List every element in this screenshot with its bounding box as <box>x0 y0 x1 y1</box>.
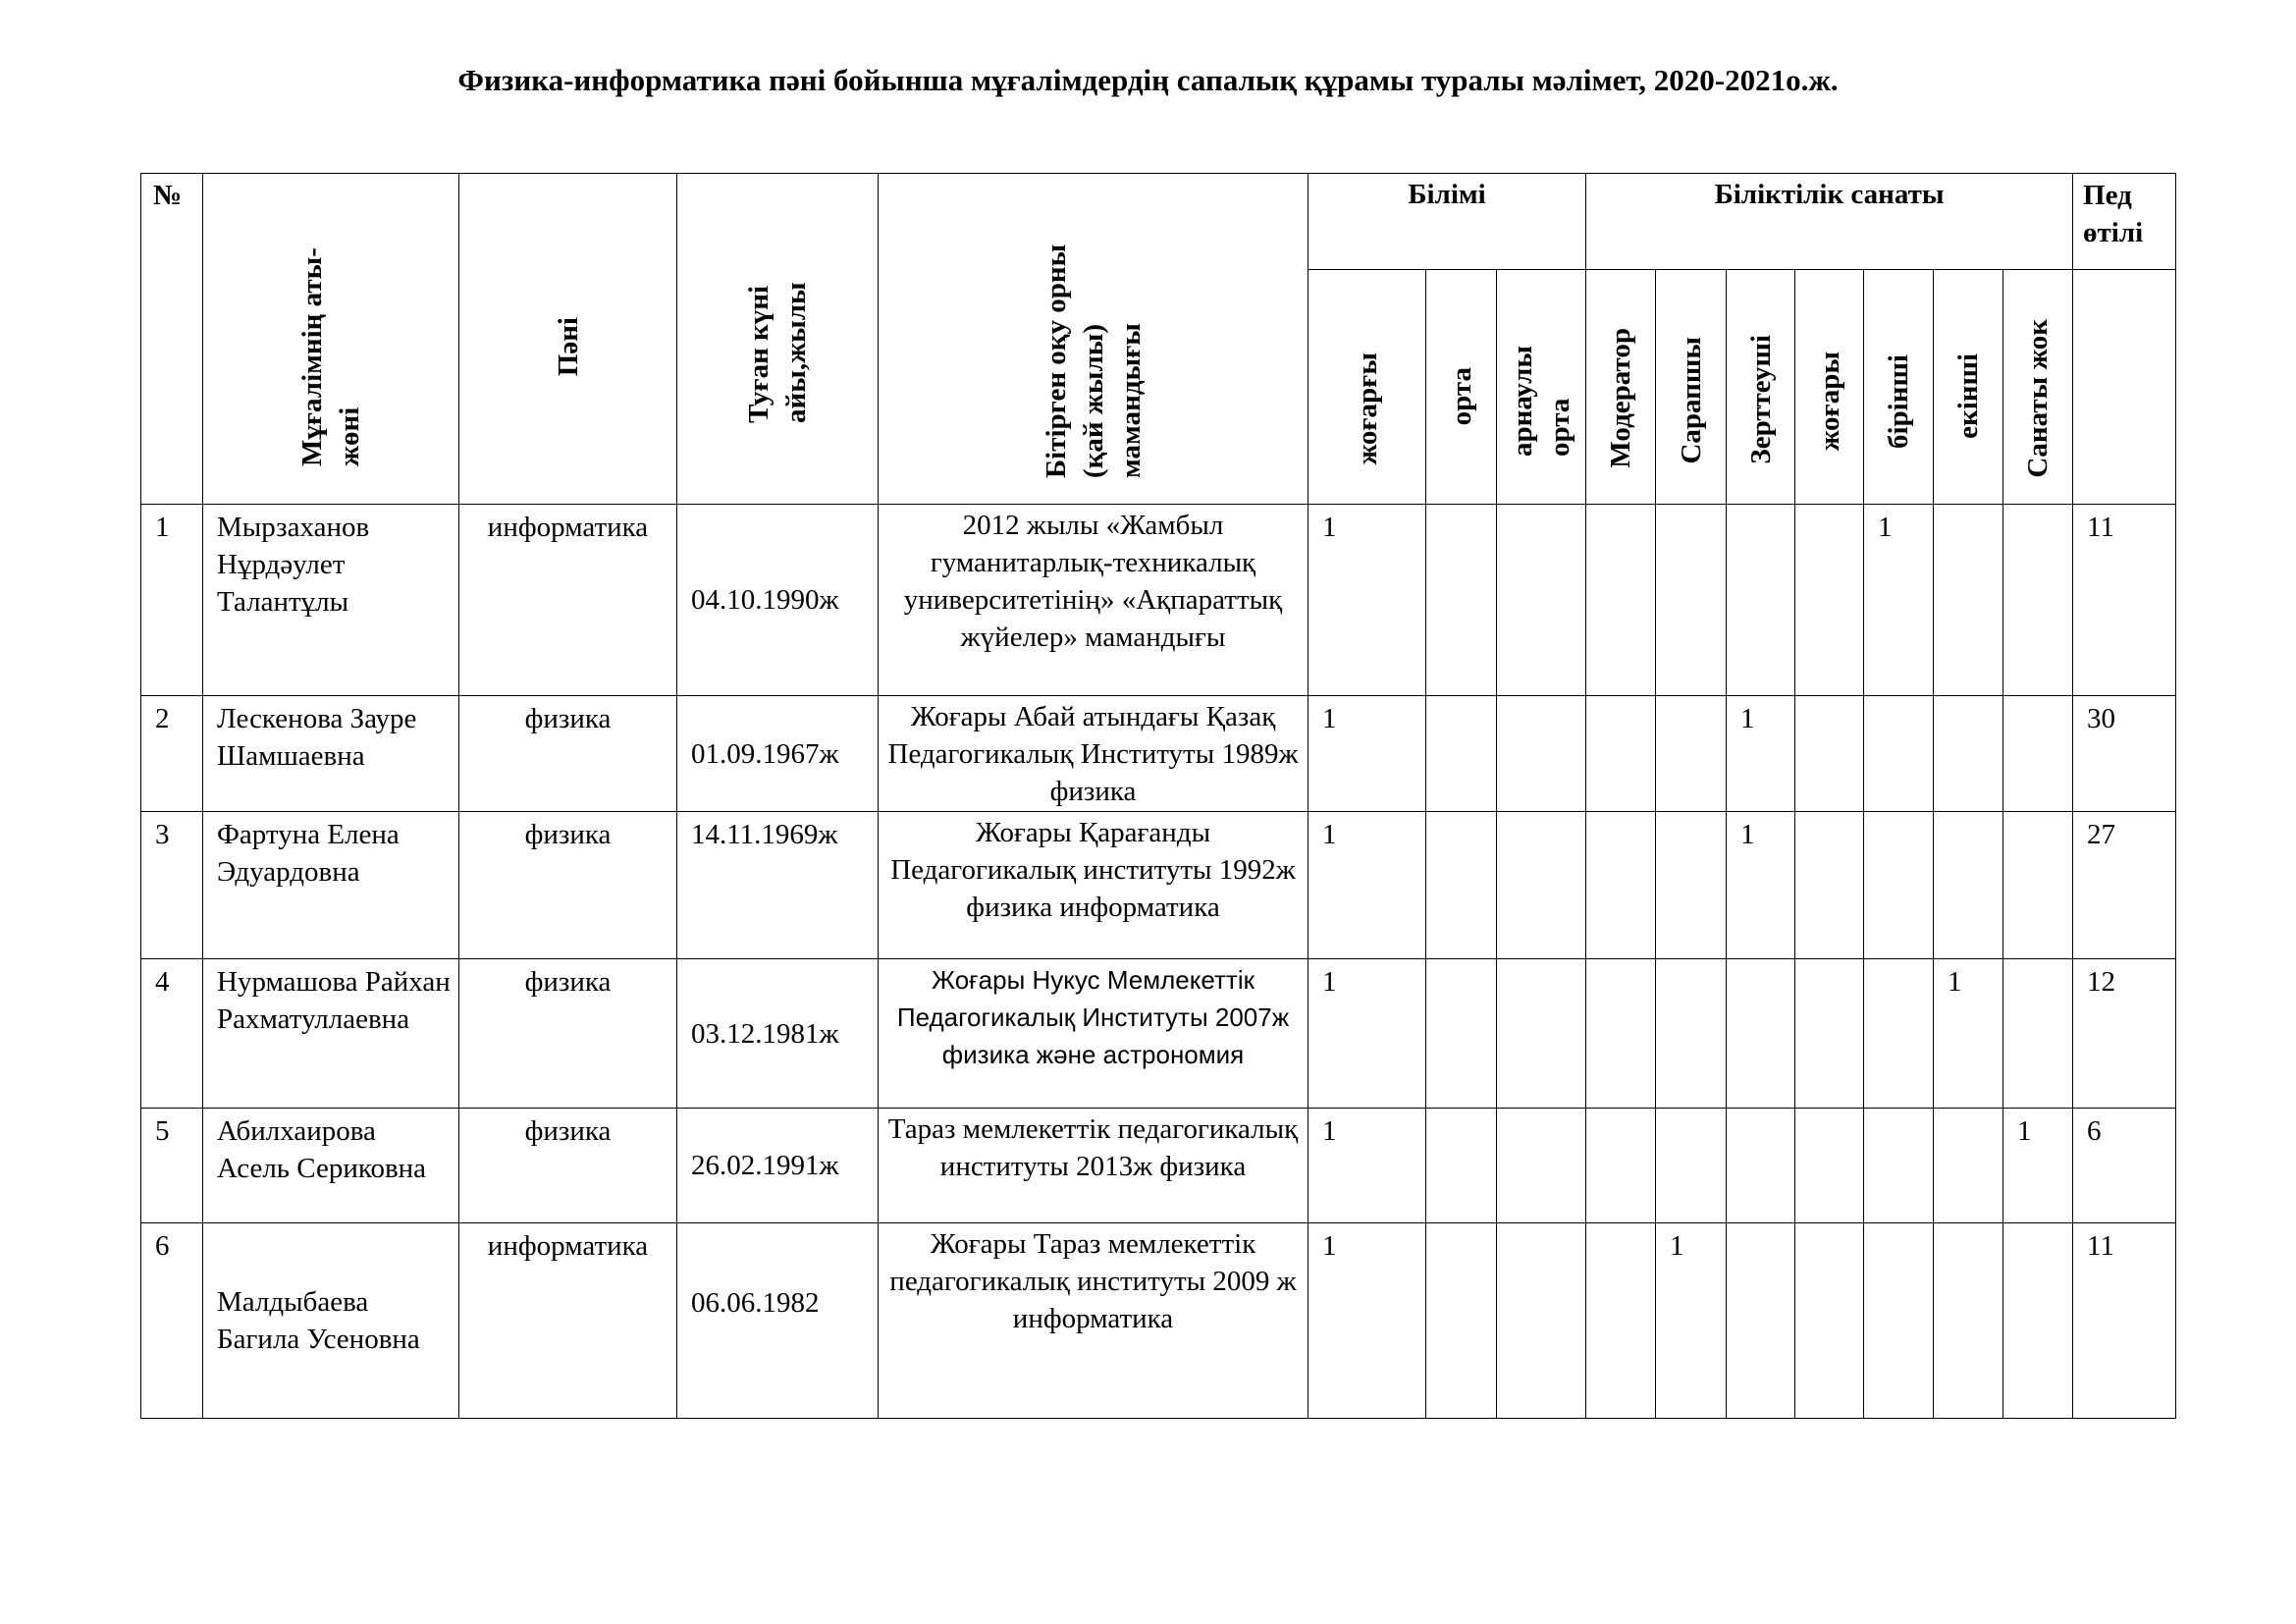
header-cat-moderator-label: Модератор <box>1605 328 1637 468</box>
row-name: Абилхаирова Асель Сериковна <box>203 1109 459 1223</box>
row-birth: 06.06.1982 <box>677 1223 879 1419</box>
row-cat-moderator <box>1586 696 1656 812</box>
row-cat-researcher: 1 <box>1727 696 1795 812</box>
row-cat-moderator <box>1586 1223 1656 1419</box>
header-cat-moderator <box>1586 270 1656 505</box>
row-edu-higher: 1 <box>1308 959 1426 1109</box>
row-cat-researcher <box>1727 1223 1795 1419</box>
row-education: Жоғары Абай атындағы Қазақ Педагогикалық Институты 1989ж физика <box>879 696 1308 812</box>
row-ped: 6 <box>2073 1109 2176 1223</box>
row-edu-higher: 1 <box>1308 505 1426 696</box>
row-edu-secondary <box>1426 812 1497 959</box>
teachers-table <box>140 173 2176 1419</box>
row-edu-secondary <box>1426 1223 1497 1419</box>
header-num: № <box>141 174 203 505</box>
row-edu-higher: 1 <box>1308 812 1426 959</box>
row-cat-none <box>2003 505 2073 696</box>
row-edu-special <box>1497 696 1586 812</box>
row-name: Мырзаханов Нұрдәулет Талантұлы <box>203 505 459 696</box>
header-education-place-label: Бітірген оқу орны (қай жылы) мамандығы <box>1040 244 1147 478</box>
row-cat-expert <box>1656 505 1727 696</box>
row-name: Лескенова Зауре Шамшаевна <box>203 696 459 812</box>
row-subject: физика <box>459 696 677 812</box>
row-birth: 26.02.1991ж <box>677 1109 879 1223</box>
row-num: 3 <box>141 812 203 959</box>
header-ped: Пед өтілі <box>2073 174 2176 270</box>
row-subject: физика <box>459 959 677 1109</box>
header-cat-expert <box>1656 270 1727 505</box>
row-name: Фартуна Елена Эдуардовна <box>203 812 459 959</box>
row-cat-highest <box>1795 505 1864 696</box>
header-cat-first-label: бірінші <box>1883 354 1915 449</box>
table-row <box>141 505 2176 696</box>
header-cat-second-label: екінші <box>1952 353 1985 439</box>
header-ped-empty <box>2073 270 2176 505</box>
row-ped: 30 <box>2073 696 2176 812</box>
row-cat-highest <box>1795 959 1864 1109</box>
row-cat-none <box>2003 1223 2073 1419</box>
row-birth: 01.09.1967ж <box>677 696 879 812</box>
row-birth: 03.12.1981ж <box>677 959 879 1109</box>
row-num: 2 <box>141 696 203 812</box>
row-cat-highest <box>1795 1223 1864 1419</box>
header-cat-second <box>1934 270 2003 505</box>
header-education-place <box>879 174 1308 505</box>
page-title: Физика-информатика пәні бойынша мұғалімдердің сапалық құрамы туралы мәлімет, 2020-2021о.ж. <box>457 63 1839 97</box>
row-edu-special <box>1497 505 1586 696</box>
header-edu-higher-label: жоғарғы <box>1351 352 1383 464</box>
row-name: Нурмашова Райхан Рахматуллаевна <box>203 959 459 1109</box>
header-birth-label: Туған күні айы,жылы <box>743 282 812 423</box>
row-edu-secondary <box>1426 959 1497 1109</box>
header-cat-none-label: Санаты жок <box>2022 319 2055 478</box>
row-cat-first <box>1864 1109 1934 1223</box>
row-education: Жоғары Тараз мемлекеттік педагогикалық институты 2009 ж информатика <box>879 1223 1308 1419</box>
row-ped: 11 <box>2073 505 2176 696</box>
row-birth: 04.10.1990ж <box>677 505 879 696</box>
row-cat-expert <box>1656 696 1727 812</box>
row-cat-moderator <box>1586 959 1656 1109</box>
row-education: Тараз мемлекеттік педагогикалық институты 2013ж физика <box>879 1109 1308 1223</box>
row-num: 5 <box>141 1109 203 1223</box>
row-cat-moderator <box>1586 1109 1656 1223</box>
row-education: Жоғары Нукус Мемлекеттік Педагогикалық Институты 2007ж физика және астрономия <box>879 959 1308 1109</box>
row-cat-moderator <box>1586 812 1656 959</box>
header-edu-special-label: арнаулы орта <box>1507 345 1576 457</box>
header-birth <box>677 174 879 505</box>
row-cat-none <box>2003 696 2073 812</box>
header-cat-researcher-label: Зерттеуші <box>1744 335 1777 464</box>
header-row-1 <box>141 174 2176 270</box>
row-name: Малдыбаева Багила Усеновна <box>203 1223 459 1419</box>
row-cat-researcher <box>1727 505 1795 696</box>
row-edu-secondary <box>1426 1109 1497 1223</box>
row-subject: физика <box>459 1109 677 1223</box>
row-edu-secondary <box>1426 505 1497 696</box>
table-row <box>141 696 2176 812</box>
row-cat-first <box>1864 812 1934 959</box>
row-birth: 14.11.1969ж <box>677 812 879 959</box>
row-cat-expert: 1 <box>1656 1223 1727 1419</box>
row-edu-higher: 1 <box>1308 1223 1426 1419</box>
header-edu-secondary-label: орта <box>1445 366 1477 425</box>
row-cat-researcher <box>1727 959 1795 1109</box>
row-cat-expert <box>1656 1109 1727 1223</box>
row-cat-highest <box>1795 696 1864 812</box>
row-edu-special <box>1497 959 1586 1109</box>
header-subject <box>459 174 677 505</box>
row-subject: информатика <box>459 1223 677 1419</box>
row-num: 1 <box>141 505 203 696</box>
row-num: 6 <box>141 1223 203 1419</box>
row-ped: 12 <box>2073 959 2176 1109</box>
row-cat-none: 1 <box>2003 1109 2073 1223</box>
row-num: 4 <box>141 959 203 1109</box>
row-cat-first <box>1864 959 1934 1109</box>
row-cat-researcher <box>1727 1109 1795 1223</box>
header-cat-first <box>1864 270 1934 505</box>
row-education: Жоғары Қарағанды Педагогикалық институты 1992ж физика информатика <box>879 812 1308 959</box>
row-edu-higher: 1 <box>1308 696 1426 812</box>
row-ped: 11 <box>2073 1223 2176 1419</box>
header-subject-label: Пәні <box>552 316 584 376</box>
row-cat-none <box>2003 959 2073 1109</box>
header-cat-highest <box>1795 270 1864 505</box>
table-row <box>141 959 2176 1109</box>
header-edu-special <box>1497 270 1586 505</box>
row-cat-second <box>1934 1223 2003 1419</box>
row-cat-first <box>1864 696 1934 812</box>
table-row <box>141 812 2176 959</box>
header-cat-highest-label: жоғары <box>1813 351 1845 451</box>
row-edu-special <box>1497 1223 1586 1419</box>
row-cat-second <box>1934 1109 2003 1223</box>
row-edu-higher: 1 <box>1308 1109 1426 1223</box>
row-cat-second <box>1934 812 2003 959</box>
header-education-group: Білімі <box>1308 174 1586 270</box>
row-cat-highest <box>1795 1109 1864 1223</box>
table-row <box>141 1109 2176 1223</box>
row-cat-highest <box>1795 812 1864 959</box>
row-ped: 27 <box>2073 812 2176 959</box>
row-cat-second: 1 <box>1934 959 2003 1109</box>
header-cat-expert-label: Сарапшы <box>1675 337 1707 464</box>
row-cat-moderator <box>1586 505 1656 696</box>
row-subject: информатика <box>459 505 677 696</box>
row-cat-expert <box>1656 959 1727 1109</box>
row-cat-expert <box>1656 812 1727 959</box>
row-subject: физика <box>459 812 677 959</box>
row-cat-second <box>1934 505 2003 696</box>
header-category-group: Біліктілік санаты <box>1586 174 2073 270</box>
header-edu-higher <box>1308 270 1426 505</box>
header-name-label: Мұғалімнің аты-жөні <box>296 247 365 466</box>
row-edu-special <box>1497 1109 1586 1223</box>
row-cat-researcher: 1 <box>1727 812 1795 959</box>
header-name <box>203 174 459 505</box>
row-edu-special <box>1497 812 1586 959</box>
row-cat-first <box>1864 1223 1934 1419</box>
row-cat-second <box>1934 696 2003 812</box>
row-edu-secondary <box>1426 696 1497 812</box>
table-row <box>141 1223 2176 1419</box>
row-cat-first: 1 <box>1864 505 1934 696</box>
row-education: 2012 жылы «Жамбыл гуманитарлық-техникалық университетінің» «Ақпараттық жүйелер» мамандығы <box>879 505 1308 696</box>
header-edu-secondary <box>1426 270 1497 505</box>
header-cat-none <box>2003 270 2073 505</box>
row-cat-none <box>2003 812 2073 959</box>
header-cat-researcher <box>1727 270 1795 505</box>
